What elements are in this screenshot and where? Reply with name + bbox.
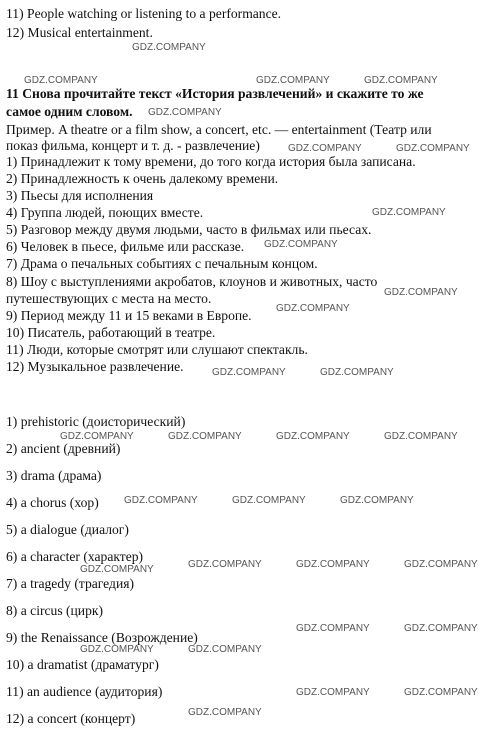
definition-item: 4) Группа людей, поющих вместе. <box>6 205 204 220</box>
definition-item: 8) Шоу с выступлениями акробатов, клоунов и животных, часто <box>6 274 378 289</box>
watermark: GDZ.COMPANY <box>188 707 262 718</box>
definition-item: 7) Драма о печальных событиях с печальным концом. <box>6 256 318 271</box>
definition-item: 2) Принадлежность к очень далекому времени. <box>6 171 279 186</box>
watermark: GDZ.COMPANY <box>384 287 458 298</box>
answer-item: 5) a dialogue (диалог) <box>6 522 129 537</box>
answer-item: 7) a tragedy (трагедия) <box>6 576 134 591</box>
watermark: GDZ.COMPANY <box>60 431 134 442</box>
answer-item: 1) prehistoric (доисторический) <box>6 414 186 429</box>
answer-item: 4) a chorus (хор) <box>6 495 99 510</box>
watermark: GDZ.COMPANY <box>296 687 370 698</box>
watermark: GDZ.COMPANY <box>404 687 478 698</box>
definition-item: 12) Музыкальное развлечение. <box>6 359 184 374</box>
watermark: GDZ.COMPANY <box>188 559 262 570</box>
answer-item: 10) a dramatist (драматург) <box>6 657 159 672</box>
answer-item: 12) a concert (концерт) <box>6 711 136 726</box>
exercise-title: 11 Снова прочитайте текст «История развлечений» и скажите то же <box>6 86 424 101</box>
definition-item: 9) Период между 11 и 15 веками в Европе. <box>6 308 252 323</box>
example-text-cont: показ фильма, концерт и т. д. - развлечение) <box>6 138 260 153</box>
watermark: GDZ.COMPANY <box>188 644 262 655</box>
example-text: Пример. A theatre or a film show, a concert, etc. — entertainment (Театр или <box>6 122 432 137</box>
watermark: GDZ.COMPANY <box>404 559 478 570</box>
answer-item: 6) a character (характер) <box>6 549 144 564</box>
definition-item: 5) Разговор между двумя людьми, часто в фильмах или пьесах. <box>6 222 372 237</box>
definition-item: 1) Принадлежит к тому времени, до того когда история была записана. <box>6 154 416 169</box>
watermark: GDZ.COMPANY <box>124 495 198 506</box>
definition-item: 10) Писатель, работающий в театре. <box>6 325 216 340</box>
watermark: GDZ.COMPANY <box>168 431 242 442</box>
watermark: GDZ.COMPANY <box>340 495 414 506</box>
watermark: GDZ.COMPANY <box>296 559 370 570</box>
watermark: GDZ.COMPANY <box>320 367 394 378</box>
watermark: GDZ.COMPANY <box>80 564 154 575</box>
watermark: GDZ.COMPANY <box>276 303 350 314</box>
answer-item: 2) ancient (древний) <box>6 441 121 456</box>
definition-item: 6) Человек в пьесе, фильме или рассказе. <box>6 239 245 254</box>
watermark: GDZ.COMPANY <box>148 107 222 118</box>
list-item: 11) People watching or listening to a performance. <box>6 6 282 21</box>
watermark: GDZ.COMPANY <box>264 239 338 250</box>
list-item: 12) Musical entertainment. <box>6 25 153 40</box>
watermark: GDZ.COMPANY <box>404 623 478 634</box>
watermark: GDZ.COMPANY <box>396 143 470 154</box>
watermark: GDZ.COMPANY <box>372 207 446 218</box>
watermark: GDZ.COMPANY <box>132 42 206 53</box>
watermark: GDZ.COMPANY <box>364 75 438 86</box>
answer-item: 8) a circus (цирк) <box>6 603 104 618</box>
watermark: GDZ.COMPANY <box>384 431 458 442</box>
watermark: GDZ.COMPANY <box>232 495 306 506</box>
watermark: GDZ.COMPANY <box>256 75 330 86</box>
definition-item: 3) Пьесы для исполнения <box>6 188 154 203</box>
watermark: GDZ.COMPANY <box>80 644 154 655</box>
watermark: GDZ.COMPANY <box>276 431 350 442</box>
definition-item: 11) Люди, которые смотрят или слушают спектакль. <box>6 342 308 357</box>
watermark: GDZ.COMPANY <box>212 367 286 378</box>
answer-item: 9) the Renaissance (Возрождение) <box>6 630 198 645</box>
definition-item-cont: путешествующих с места на место. <box>6 291 212 306</box>
watermark: GDZ.COMPANY <box>288 143 362 154</box>
watermark: GDZ.COMPANY <box>24 75 98 86</box>
exercise-title-cont: самое одним словом. <box>6 104 133 119</box>
answer-item: 3) drama (драма) <box>6 468 102 483</box>
watermark: GDZ.COMPANY <box>296 623 370 634</box>
answer-item: 11) an audience (аудитория) <box>6 684 163 699</box>
